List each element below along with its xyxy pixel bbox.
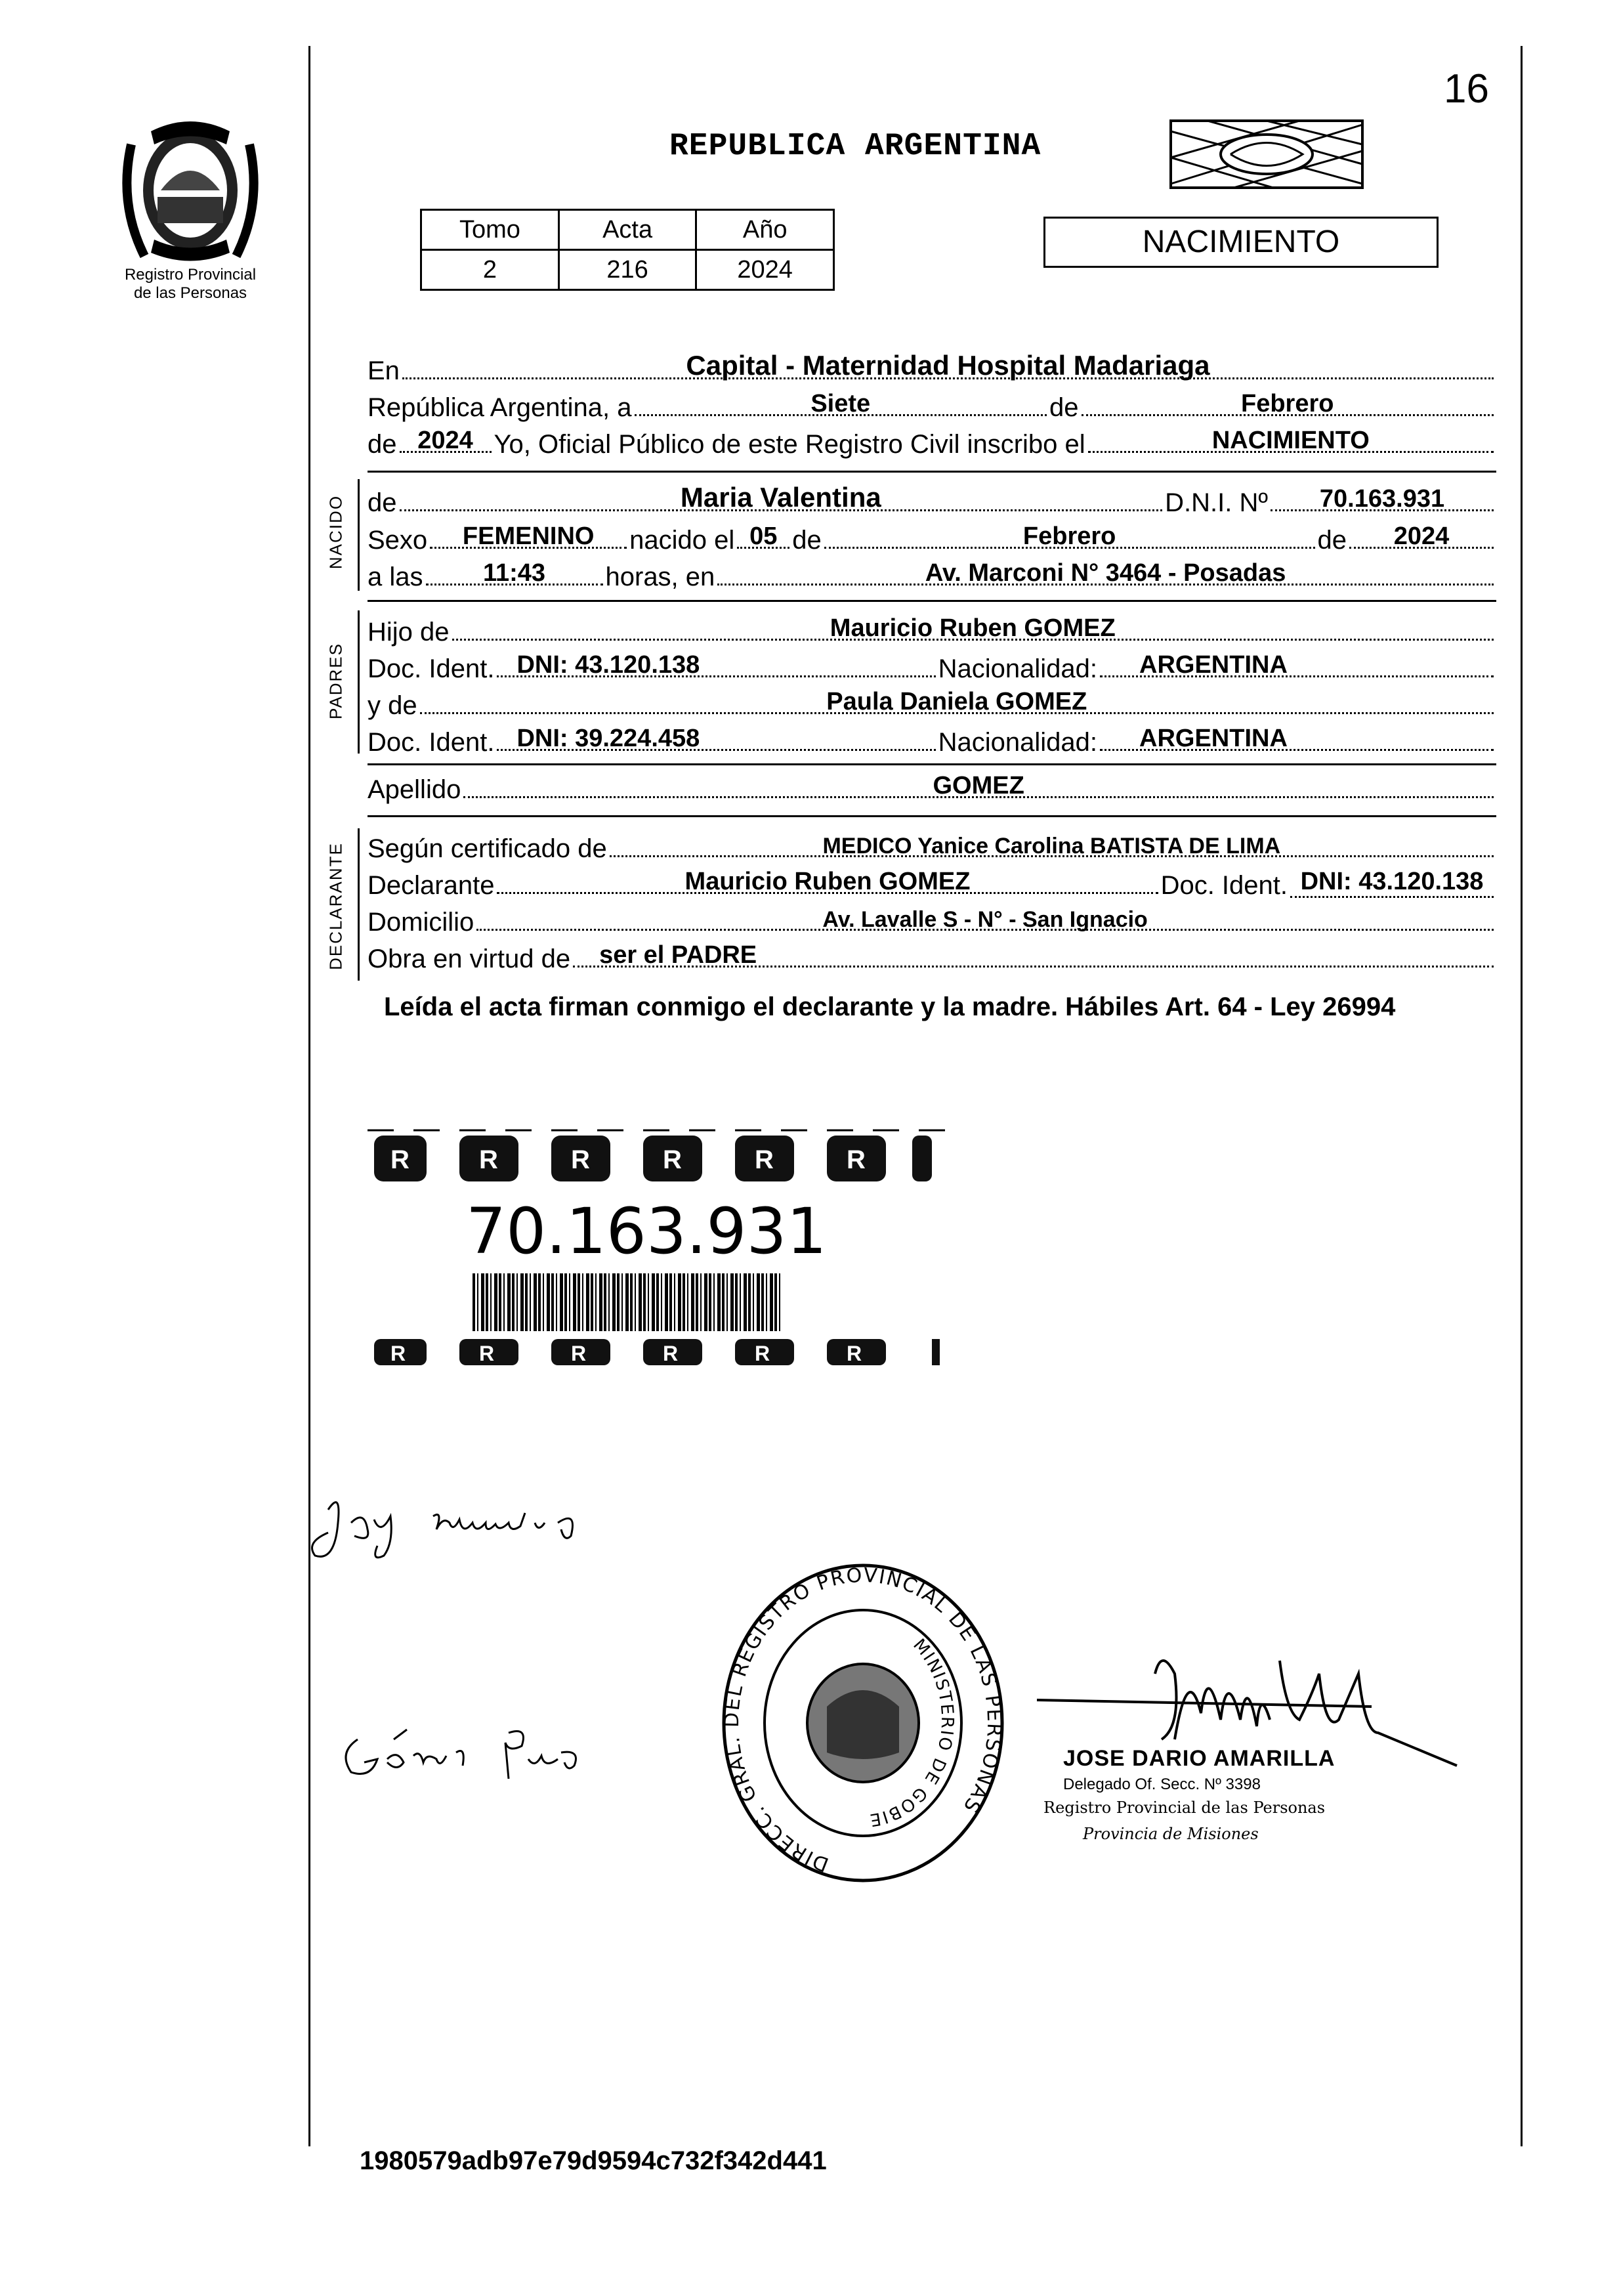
medical-certificate: MEDICO Yanice Carolina BATISTA DE LIMA [822, 834, 1281, 859]
mother-name: Paula Daniela GOMEZ [826, 688, 1087, 715]
table-header-tomo: Tomo [421, 210, 559, 250]
seal-outer-text: DIRECC. GRAL. DEL REGISTRO PROVINCIAL DE LAS PERSONAS [720, 1563, 1006, 1876]
svg-text:R: R [755, 1145, 774, 1174]
nacido-el-label: nacido el [629, 526, 735, 555]
de-month-label: de [792, 526, 822, 555]
nacido-sidebar [358, 479, 360, 591]
father-doc: DNI: 43.120.138 [516, 651, 700, 679]
dotted-fill [1100, 651, 1494, 679]
mother-doc-label: Doc. Ident. [368, 728, 495, 757]
intro-row-date [368, 387, 1496, 423]
dotted-fill [1349, 522, 1494, 550]
domicilio-label: Domicilio [368, 908, 474, 937]
page-number: 16 [1444, 66, 1489, 112]
official-office: Registro Provincial de las Personas [1043, 1798, 1326, 1817]
father-nationality-label: Nacionalidad: [938, 654, 1097, 683]
table-cell-ano: 2024 [696, 250, 834, 290]
registration-month: Febrero [1241, 390, 1334, 417]
right-margin-line [1521, 46, 1523, 2146]
divider [368, 600, 1496, 602]
child-sex: FEMENINO [462, 522, 595, 550]
dni-label: D.N.I. Nº [1165, 488, 1268, 517]
nacido-row-name [368, 482, 1496, 518]
dotted-fill [497, 725, 935, 752]
declarant-address: Av. Lavalle S - N° - San Ignacio [822, 907, 1148, 932]
declarant-doc-label: Doc. Ident. [1160, 871, 1288, 900]
header-seal-stamp [1168, 118, 1365, 190]
apellido-row [368, 769, 1496, 805]
decl-row-domicile [368, 902, 1496, 937]
logo-caption-line-1: Registro Provincial [124, 266, 257, 284]
divider [368, 815, 1496, 817]
svg-text:R: R [479, 1342, 495, 1365]
registration-year: 2024 [417, 427, 473, 454]
apellido-label: Apellido [368, 775, 461, 804]
dotted-fill [420, 688, 1494, 715]
svg-text:R: R [755, 1342, 770, 1365]
child-name: Maria Valentina [680, 482, 881, 513]
dotted-fill [1088, 427, 1494, 454]
logo-caption-line-2: de las Personas [133, 284, 247, 302]
dotted-fill [402, 350, 1494, 381]
declarant-name: Mauricio Ruben GOMEZ [684, 868, 971, 895]
padres-row-father [368, 612, 1496, 647]
signature-mauricio [302, 1483, 683, 1575]
padres-row-father-doc [368, 648, 1496, 684]
svg-text:R: R [390, 1342, 406, 1365]
father-doc-label: Doc. Ident. [368, 654, 495, 683]
dotted-fill [1100, 725, 1494, 752]
svg-text:R: R [479, 1145, 498, 1174]
document-hash: 1980579adb97e79d9594c732f342d441 [360, 2146, 827, 2175]
barcode [473, 1273, 781, 1331]
cert-label: Según certificado de [368, 834, 607, 863]
official-name: JOSE DARIO AMARILLA [1063, 1746, 1335, 1771]
dotted-fill [1271, 485, 1494, 513]
declarant-role: ser el PADRE [599, 941, 757, 969]
dotted-fill [463, 772, 1494, 799]
birth-year: 2024 [1393, 522, 1450, 550]
mother-nationality: ARGENTINA [1139, 725, 1288, 752]
dotted-fill [1290, 868, 1494, 895]
svg-text:R: R [663, 1145, 682, 1174]
dotted-fill [400, 427, 492, 454]
registration-day: Siete [810, 390, 871, 417]
intro-row-place [368, 351, 1496, 386]
dotted-fill [573, 941, 1494, 969]
declarant-doc: DNI: 43.120.138 [1290, 868, 1494, 898]
birth-address: Av. Marconi N° 3464 - Posadas [925, 559, 1286, 587]
padres-sidebar [358, 610, 360, 754]
document-type-box: NACIMIENTO [1043, 217, 1439, 268]
declarante-sidebar [358, 828, 360, 981]
decl-row-declarant [368, 865, 1496, 901]
dotted-fill [497, 868, 1158, 895]
signature-paula [331, 1713, 607, 1792]
obra-label: Obra en virtud de [368, 945, 571, 973]
province-logo [105, 105, 276, 269]
table-header-ano: Año [696, 210, 834, 250]
decl-row-obra [368, 939, 1496, 974]
closing-note: Leída el acta firman conmigo el declarante y la madre. Hábiles Art. 64 - Ley 26994 [384, 992, 1396, 1021]
y-de-label: y de [368, 691, 417, 720]
birth-month: Febrero [1022, 522, 1116, 550]
section-label-padres: PADRES [326, 643, 346, 719]
dotted-fill [400, 482, 1163, 513]
en-label: En [368, 356, 400, 385]
section-label-nacido: NACIDO [326, 494, 346, 570]
logo-caption [85, 266, 295, 303]
sticker-number: 70.163.931 [466, 1195, 827, 1268]
divider [368, 763, 1496, 765]
mother-doc: DNI: 39.224.458 [516, 725, 700, 752]
svg-text:R: R [571, 1145, 590, 1174]
dotted-fill [430, 522, 627, 550]
dotted-fill [717, 559, 1494, 587]
surname: GOMEZ [933, 772, 1024, 799]
dotted-fill [610, 834, 1494, 859]
horas-label: horas, en [605, 563, 715, 591]
svg-text:R: R [663, 1342, 679, 1365]
svg-text:R: R [390, 1145, 410, 1174]
seal-inner-text: MINISTERIO DE GOBIE [867, 1635, 957, 1830]
official-seal [715, 1556, 1011, 1897]
de-name-label: de [368, 488, 397, 517]
de-label: de [1049, 393, 1079, 422]
father-nationality: ARGENTINA [1139, 651, 1288, 679]
dotted-fill [426, 559, 603, 587]
table-cell-tomo: 2 [421, 250, 559, 290]
mother-nationality-label: Nacionalidad: [938, 728, 1097, 757]
yo-label: Yo, Oficial Público de este Registro Civil inscribo el [494, 430, 1085, 459]
table-cell-acta: 216 [558, 250, 696, 290]
child-dni: 70.163.931 [1319, 485, 1445, 513]
dotted-fill [476, 907, 1494, 932]
a-las-label: a las [368, 563, 423, 591]
register-table [420, 209, 835, 291]
svg-text:R: R [847, 1145, 866, 1174]
de2-label: de [368, 430, 397, 459]
table-header-row [421, 210, 834, 250]
nacido-row-time [368, 557, 1496, 592]
table-header-acta: Acta [558, 210, 696, 250]
dotted-fill [635, 390, 1047, 417]
dotted-fill [824, 522, 1315, 550]
birth-place: Capital - Maternidad Hospital Madariaga [686, 350, 1210, 381]
decl-row-cert [368, 828, 1496, 864]
dni-sticker [368, 1116, 958, 1378]
svg-text:R: R [847, 1342, 862, 1365]
father-name: Mauricio Ruben GOMEZ [830, 614, 1116, 642]
dotted-fill [452, 614, 1494, 642]
left-margin-line [308, 46, 310, 2146]
declarante-label: Declarante [368, 871, 495, 900]
padres-row-mother [368, 685, 1496, 721]
official-province: Provincia de Misiones [1083, 1825, 1259, 1843]
svg-text:R: R [571, 1342, 587, 1365]
page-title: REPUBLICA ARGENTINA [669, 129, 1041, 164]
padres-row-mother-doc [368, 722, 1496, 757]
republica-label: República Argentina, a [368, 393, 632, 422]
birth-time: 11:43 [482, 559, 546, 587]
nacido-row-birth [368, 520, 1496, 555]
section-label-declarante: DECLARANTE [326, 842, 346, 970]
dotted-fill [1082, 390, 1494, 417]
de-year-label: de [1317, 526, 1347, 555]
sexo-label: Sexo [368, 526, 428, 555]
official-role: Delegado Of. Secc. Nº 3398 [1063, 1775, 1261, 1793]
hijo-de-label: Hijo de [368, 618, 450, 647]
divider [368, 471, 1496, 473]
act-type: NACIMIENTO [1211, 427, 1370, 454]
intro-row-act [368, 424, 1496, 459]
dotted-fill [737, 522, 789, 550]
dotted-fill [497, 651, 935, 679]
table-row [421, 250, 834, 290]
birth-day: 05 [749, 522, 778, 550]
